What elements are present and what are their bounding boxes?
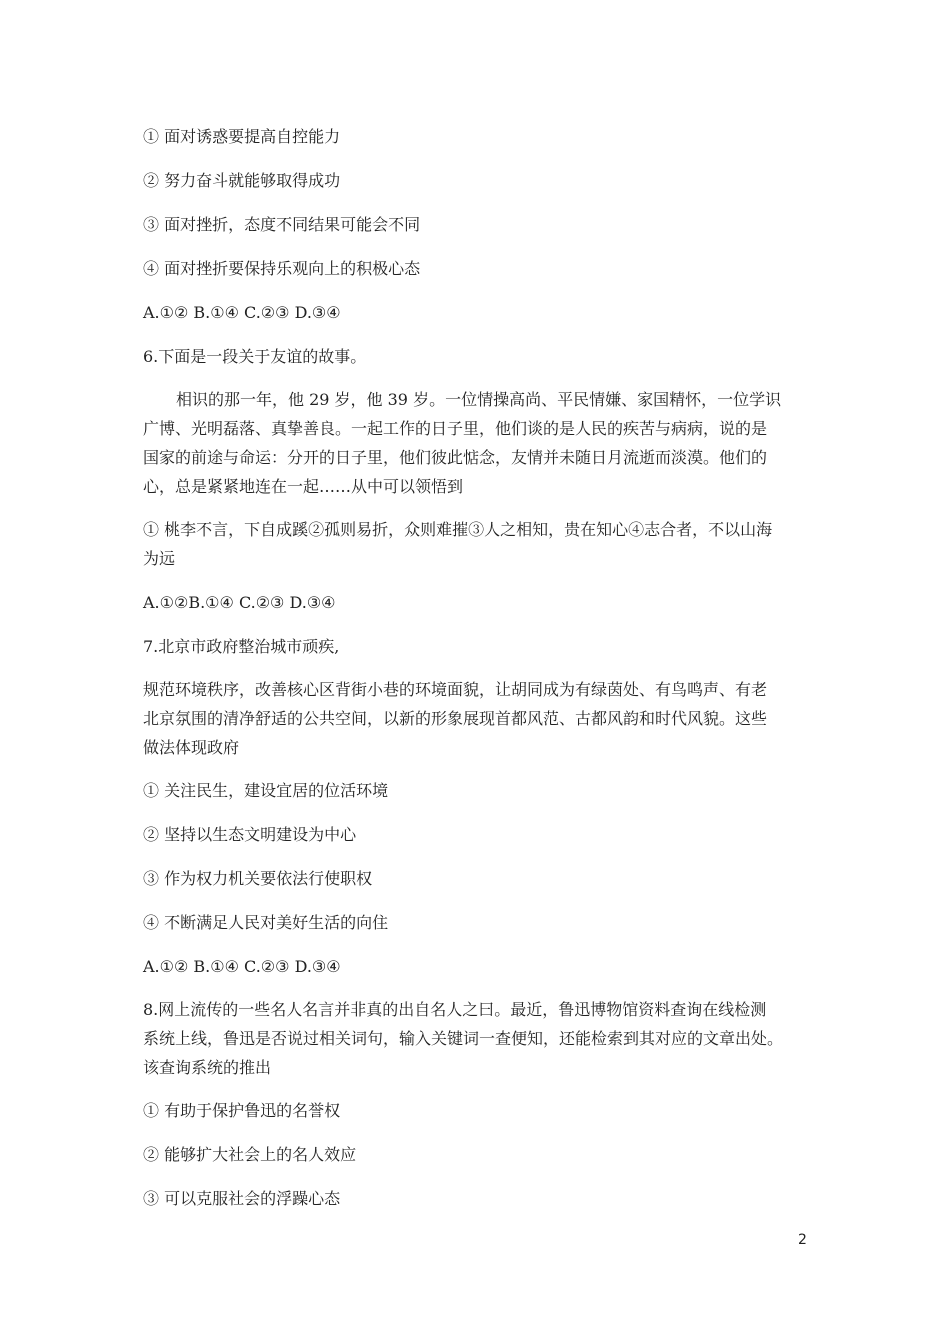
q7-body-line-2: 北京氛围的清净舒适的公共空间，以新的形象展现首都风范、古都风韵和时代风貌。这些 [143,709,768,728]
q5-option-4: ④ 面对挫折要保持乐观向上的积极心态 [143,259,421,278]
q5-choices: A.①② B.①④ C.②③ D.③④ [143,303,341,322]
q6-choices: A.①②B.①④ C.②③ D.③④ [143,593,336,612]
q7-option-4: ④ 不断满足人民对美好生活的向住 [143,913,389,932]
q7-body-line-3: 做法体现政府 [143,738,240,757]
q7-option-2: ② 坚持以生态文明建设为中心 [143,825,357,844]
q8-stem-line-2: 系统上线，鲁迅是否说过相关词句，输入关键词一查便知，还能检索到其对应的文章出处。 [143,1029,784,1048]
page-number: 2 [798,1232,807,1248]
q8-option-1: ① 有助于保护鲁迅的名誉权 [143,1101,341,1120]
q6-options-line-1: ① 桃李不言，下自成蹊②孤则易折，众则难摧③人之相知，贵在知心④志合者，不以山海 [143,520,773,539]
q7-body-line-1: 规范环境秩序，改善核心区背街小巷的环境面貌，让胡同成为有绿茵处、有鸟鸣声、有老 [143,680,768,699]
q6-passage-line-3: 国家的前途与命运：分开的日子里，他们彼此惦念，友情并未随日月流逝而淡漠。他们的 [143,448,768,467]
q5-option-2: ② 努力奋斗就能够取得成功 [143,171,341,190]
q6-passage-line-2: 广博、光明磊落、真挚善良。一起工作的日子里，他们谈的是人民的疾苦与病病，说的是 [143,419,768,438]
q7-choices: A.①② B.①④ C.②③ D.③④ [143,957,341,976]
q7-stem: 7.北京市政府整治城市顽疾, [143,637,340,656]
q6-stem: 6.下面是一段关于友谊的故事。 [143,347,367,366]
q7-option-3: ③ 作为权力机关要依法行使职权 [143,869,373,888]
q7-option-1: ① 关注民生，建设宜居的位活环境 [143,781,389,800]
q5-option-3: ③ 面对挫折，态度不同结果可能会不同 [143,215,421,234]
q5-option-1: ① 面对诱惑要提高自控能力 [143,127,341,146]
q8-stem-line-1: 8.网上流传的一些名人名言并非真的出自名人之曰。最近，鲁迅博物馆资料查询在线检测 [143,1000,767,1019]
q6-passage-line-1: 相识的那一年，他 29 岁，他 39 岁。一位情操高尚、平民情嫌、家国精怀，一位学识 [176,390,782,409]
q8-stem-line-3: 该查询系统的推出 [143,1058,272,1077]
q6-options-line-2: 为远 [143,549,176,568]
q6-passage-line-4: 心，总是紧紧地连在一起……从中可以领悟到 [143,477,464,496]
q8-option-3: ③ 可以克服社会的浮躁心态 [143,1189,341,1208]
q8-option-2: ② 能够扩大社会上的名人效应 [143,1145,357,1164]
